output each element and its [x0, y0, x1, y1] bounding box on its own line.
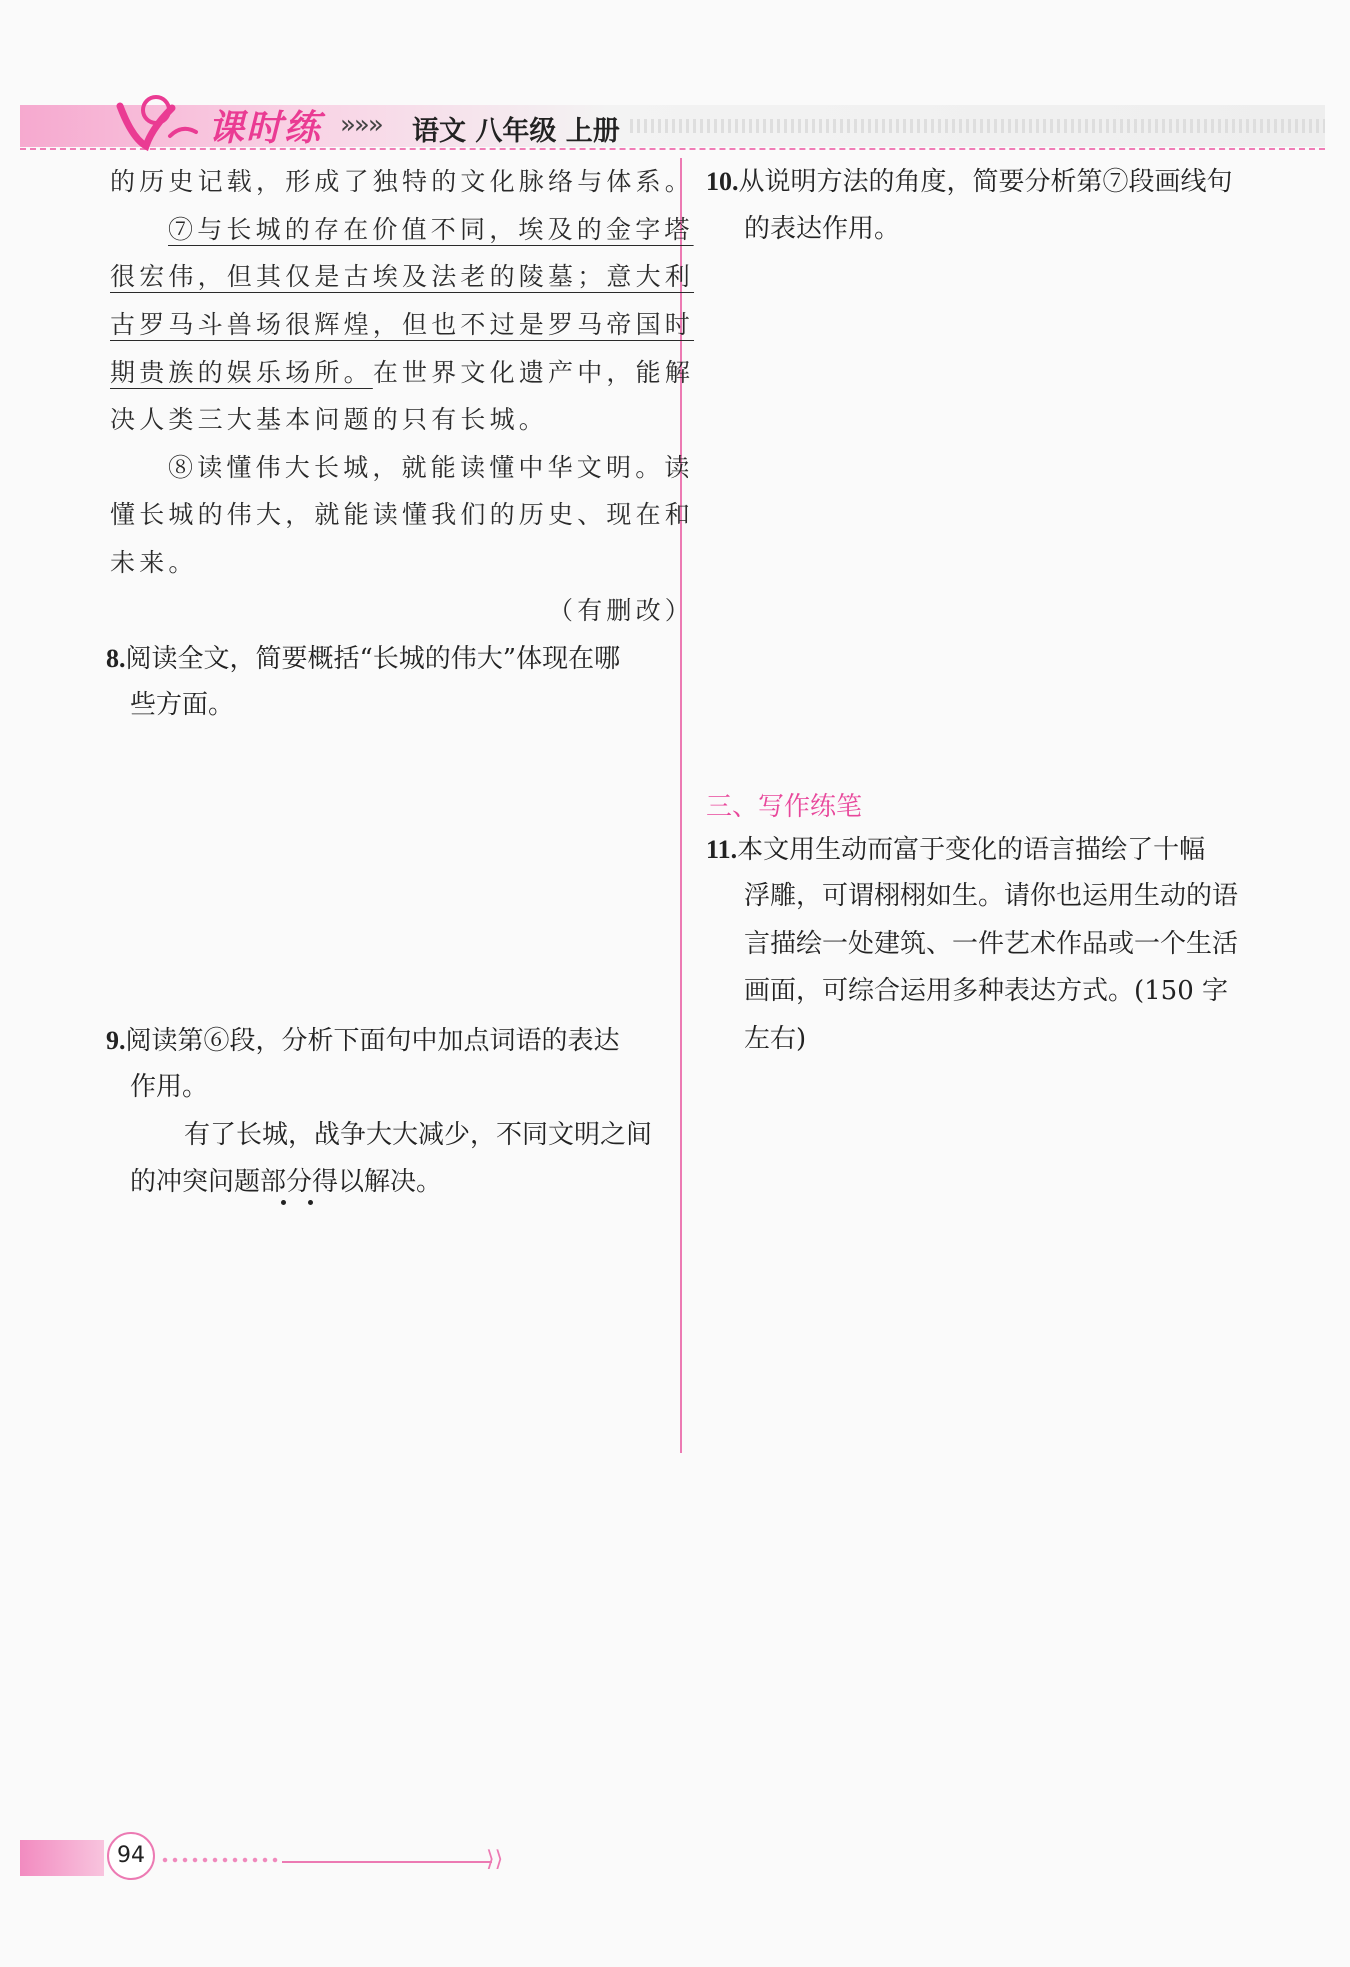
source-note: （有删改）: [548, 596, 695, 625]
question-9: [106, 1017, 620, 1066]
question-number: 10.: [706, 167, 739, 196]
passage-line: 未来。: [110, 548, 198, 577]
underlined-sentence-line: 很宏伟，但其仅是古埃及法老的陵墓；意大利: [110, 262, 695, 291]
question-number: 9.: [106, 1026, 126, 1055]
quoted-sentence: 的冲突问题部分得以解决。: [130, 1167, 443, 1197]
question-text: 左右): [744, 1024, 807, 1054]
question-11: [706, 826, 1205, 875]
series-logo-icon: [112, 88, 200, 154]
passage-line: 决人类三大基本问题的只有长城。: [110, 405, 549, 434]
emphasis-dot: [281, 1200, 286, 1205]
question-text: 言描绘一处建筑、一件艺术作品或一个生活: [744, 929, 1239, 959]
footer-dots: [160, 1857, 280, 1863]
quoted-sentence: 有了长城，战争大大减少，不同文明之间: [184, 1120, 653, 1150]
question-text: 作用。: [130, 1072, 209, 1102]
passage-line-rest: 在世界文化遗产中，能解: [372, 358, 695, 387]
section-title-writing: 三、写作练笔: [706, 792, 863, 822]
question-text: 本文用生动而富于变化的语言描绘了十幅: [737, 835, 1206, 865]
subject-grade-label: 语文 八年级 上册: [412, 116, 620, 147]
question-10: [706, 158, 1233, 207]
passage-line: [110, 349, 694, 397]
passage-line: ⑧读懂伟大长城，就能读懂中华文明。读: [168, 453, 694, 482]
emphasis-dot: [308, 1200, 313, 1205]
question-text: 阅读第⑥段，分析下面句中加点词语的表达: [125, 1026, 620, 1056]
question-text: 些方面。: [130, 690, 235, 720]
footer-line: [282, 1861, 492, 1863]
footer-arrow-icon: ⟩⟩: [486, 1847, 504, 1872]
question-text: 的表达作用。: [744, 214, 901, 244]
passage-line: 懂长城的伟大，就能读懂我们的历史、现在和: [110, 500, 695, 529]
page-number: 94: [117, 1843, 145, 1868]
underlined-sentence-line: ⑦与长城的存在价值不同，埃及的金字塔: [168, 215, 694, 244]
question-8: [106, 635, 620, 684]
passage-line: 的历史记载，形成了独特的文化脉络与体系。: [110, 167, 695, 196]
question-text: 从说明方法的角度，简要分析第⑦段画线句: [738, 167, 1233, 197]
question-text: 画面，可综合运用多种表达方式。(150 字: [744, 976, 1229, 1006]
question-number: 8.: [106, 644, 126, 673]
footer-color-block: [20, 1840, 104, 1876]
question-text: 阅读全文，简要概括“长城的伟大”体现在哪: [125, 644, 621, 674]
underlined-sentence-line: 古罗马斗兽场很辉煌，但也不过是罗马帝国时: [110, 310, 695, 339]
underlined-sentence-end: 期贵族的娱乐场所。: [110, 358, 373, 387]
question-text: 浮雕，可谓栩栩如生。请你也运用生动的语: [744, 881, 1239, 911]
header-arrows: »»»: [340, 110, 382, 140]
question-number: 11.: [706, 835, 738, 864]
series-brand-title: 课时练: [208, 108, 323, 149]
